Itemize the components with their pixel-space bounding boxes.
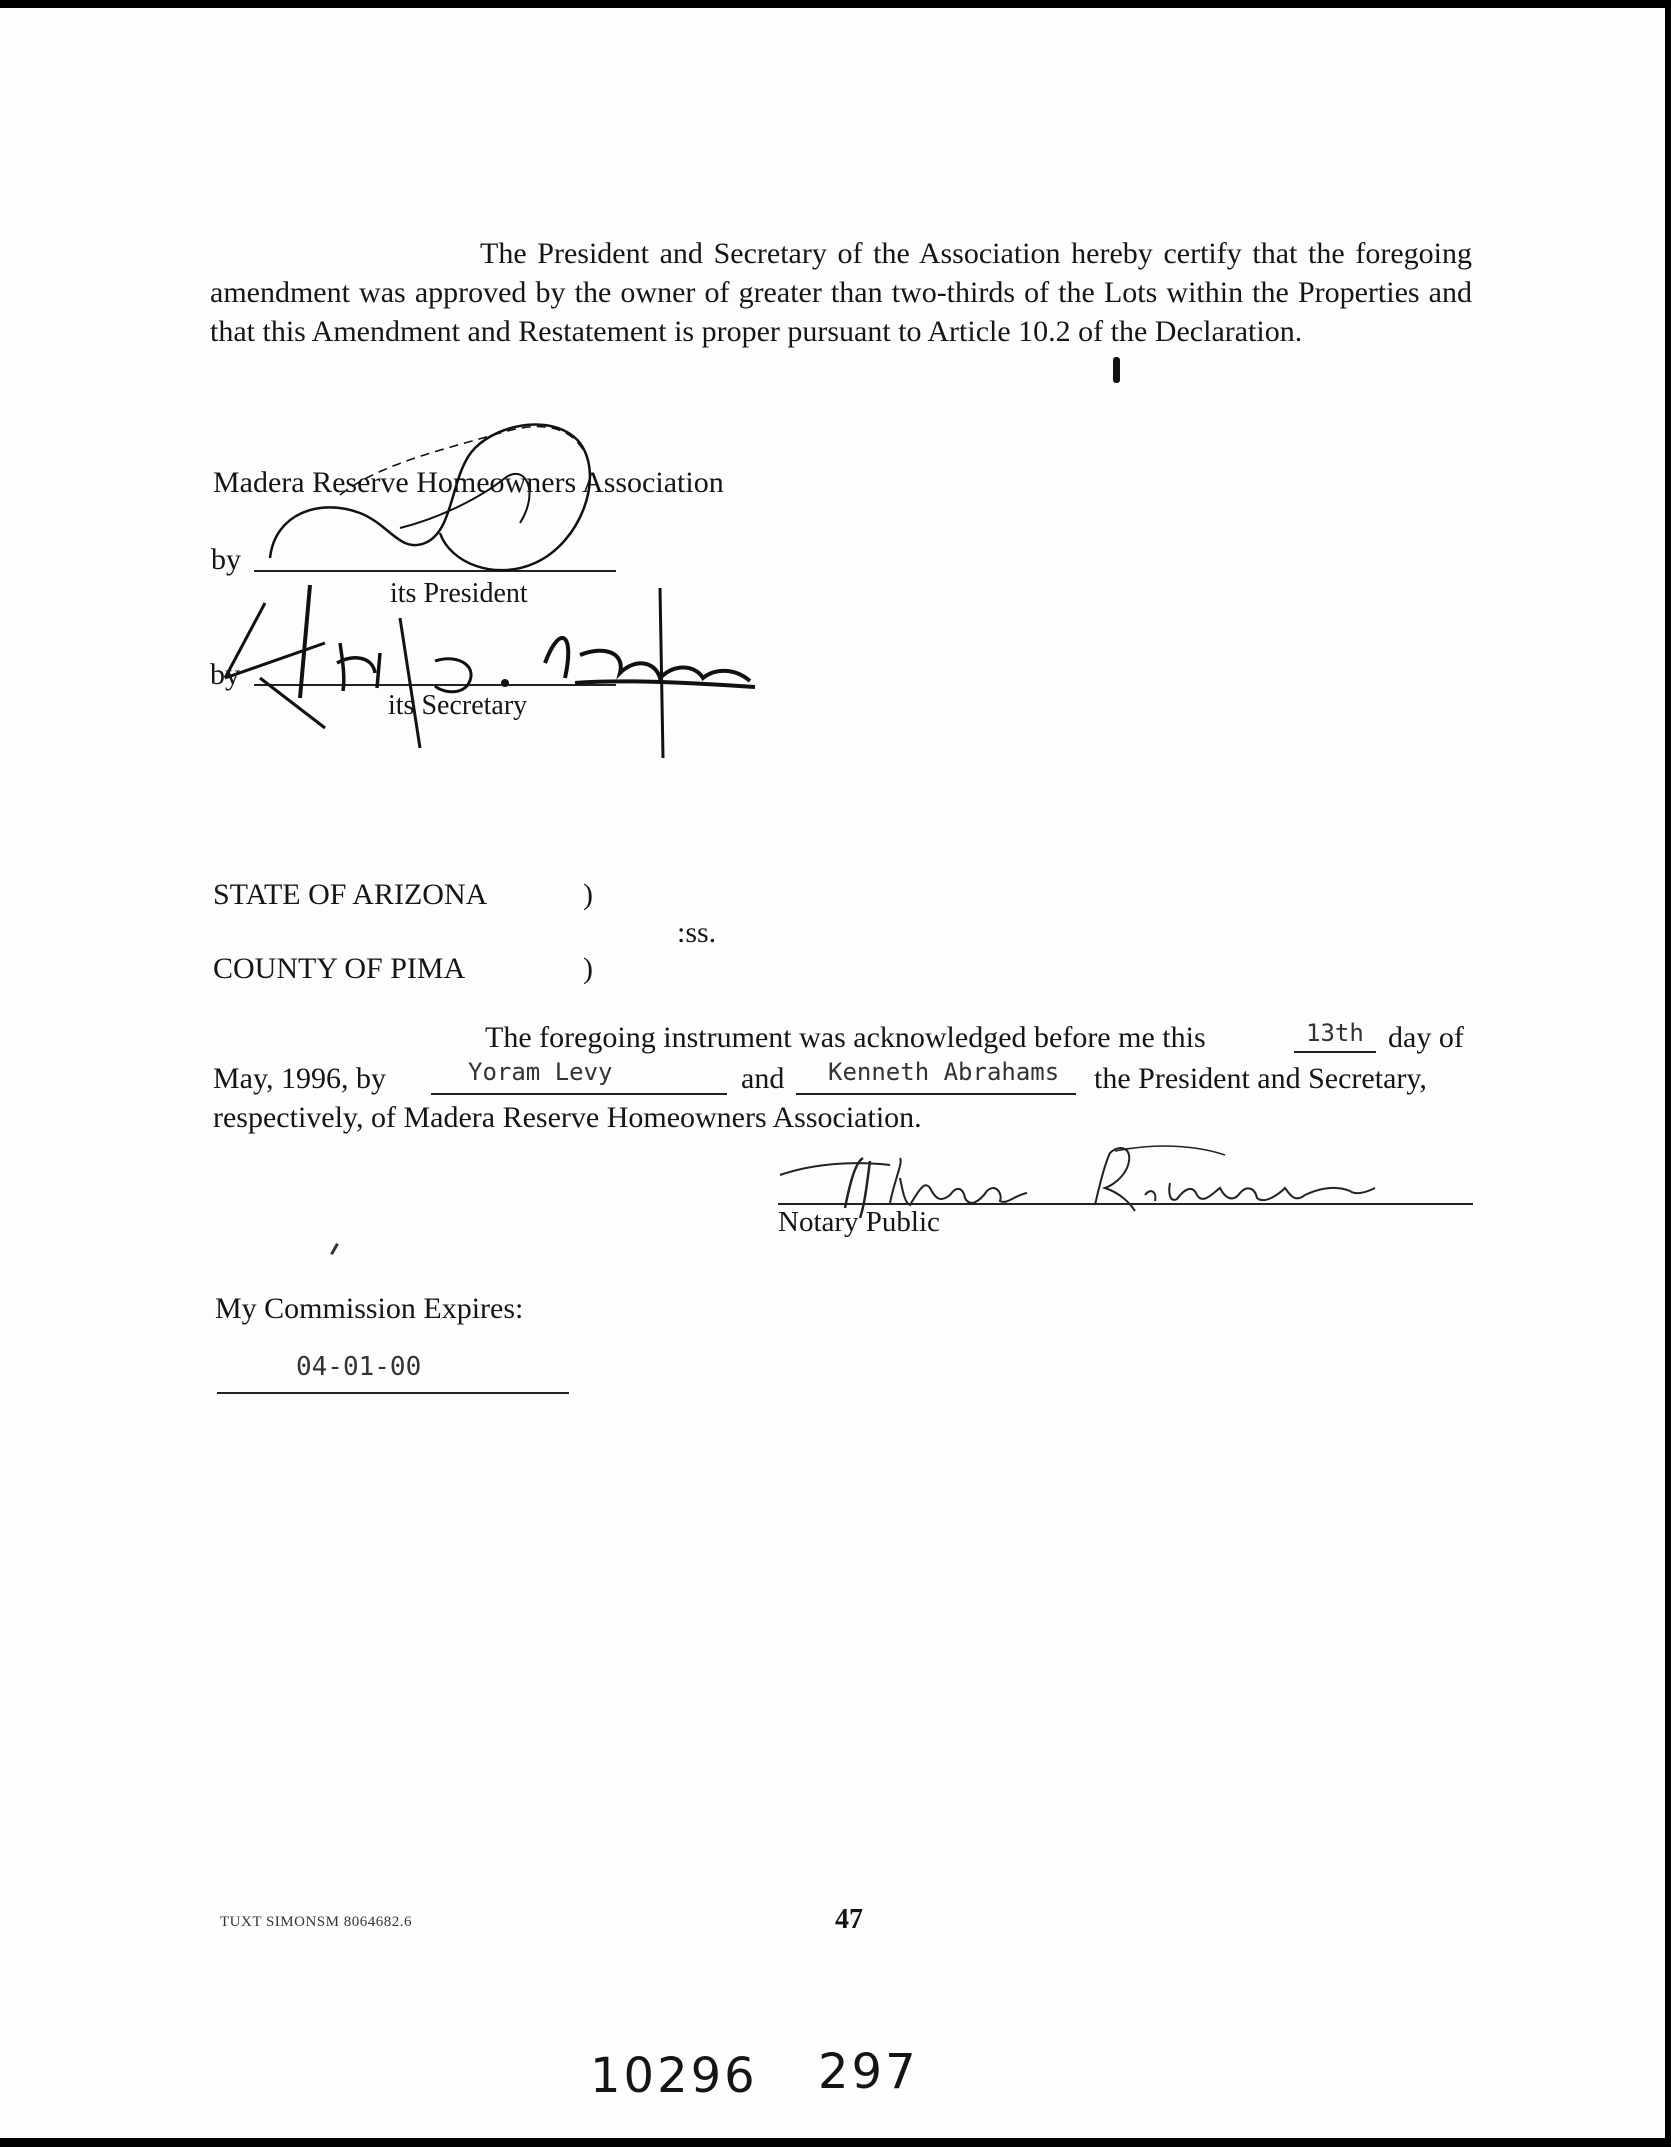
- ack-name-2-line: [796, 1093, 1076, 1095]
- ack-name-1: Yoram Levy: [468, 1058, 613, 1086]
- docket-number: 10296: [590, 2048, 758, 2104]
- by-label-president: by: [211, 543, 241, 576]
- certification-text: The President and Secretary of the Association hereby certify that the foregoing amendment was approved by the owner of greater than two-thirds of the Lots within the Properties and that this Amendment and Restatement is proper pursuant to Article 10.2 of the Declaration.: [210, 237, 1472, 348]
- ack-text-4: and: [741, 1062, 785, 1095]
- ack-name-1-line: [431, 1093, 727, 1095]
- secretary-role-label: its Secretary: [388, 690, 528, 721]
- president-role-label: its President: [390, 578, 528, 609]
- page-number: 47: [835, 1904, 863, 1935]
- ack-text-1: The foregoing instrument was acknowledged before me this: [485, 1021, 1206, 1054]
- ack-day-line: [1294, 1051, 1376, 1053]
- secretary-signature-line: [254, 684, 616, 686]
- certification-paragraph: [210, 234, 1472, 351]
- commission-label: My Commission Expires:: [215, 1292, 524, 1325]
- scan-mark: [1113, 357, 1120, 383]
- president-signature-line: [254, 570, 616, 572]
- ack-day: 13th: [1306, 1019, 1364, 1047]
- docket-page: 297: [818, 2044, 919, 2100]
- scan-mark: [330, 1243, 339, 1255]
- venue-state: STATE OF ARIZONA: [213, 878, 488, 911]
- notary-label: Notary Public: [778, 1206, 940, 1238]
- ack-text-3: May, 1996, by: [213, 1062, 387, 1095]
- association-name: Madera Reserve Homeowners Association: [213, 466, 724, 499]
- by-label-secretary: by: [210, 658, 240, 691]
- venue-county: COUNTY OF PIMA: [213, 952, 466, 985]
- ack-name-2: Kenneth Abrahams: [828, 1058, 1060, 1086]
- venue-state-paren: ): [583, 878, 593, 911]
- notary-signature-line: [778, 1203, 1473, 1205]
- ack-text-2: day of: [1388, 1021, 1464, 1054]
- footer-file-reference: TUXT SIMONSM 8064682.6: [220, 1914, 412, 1930]
- ack-text-5: the President and Secretary,: [1094, 1062, 1427, 1095]
- venue-ss: :ss.: [677, 916, 717, 949]
- venue-county-paren: ): [583, 952, 593, 985]
- ack-text-6: respectively, of Madera Reserve Homeowners Association.: [213, 1101, 922, 1134]
- commission-date: 04-01-00: [296, 1352, 422, 1382]
- commission-date-line: [217, 1392, 569, 1394]
- document-page: [0, 8, 1665, 2138]
